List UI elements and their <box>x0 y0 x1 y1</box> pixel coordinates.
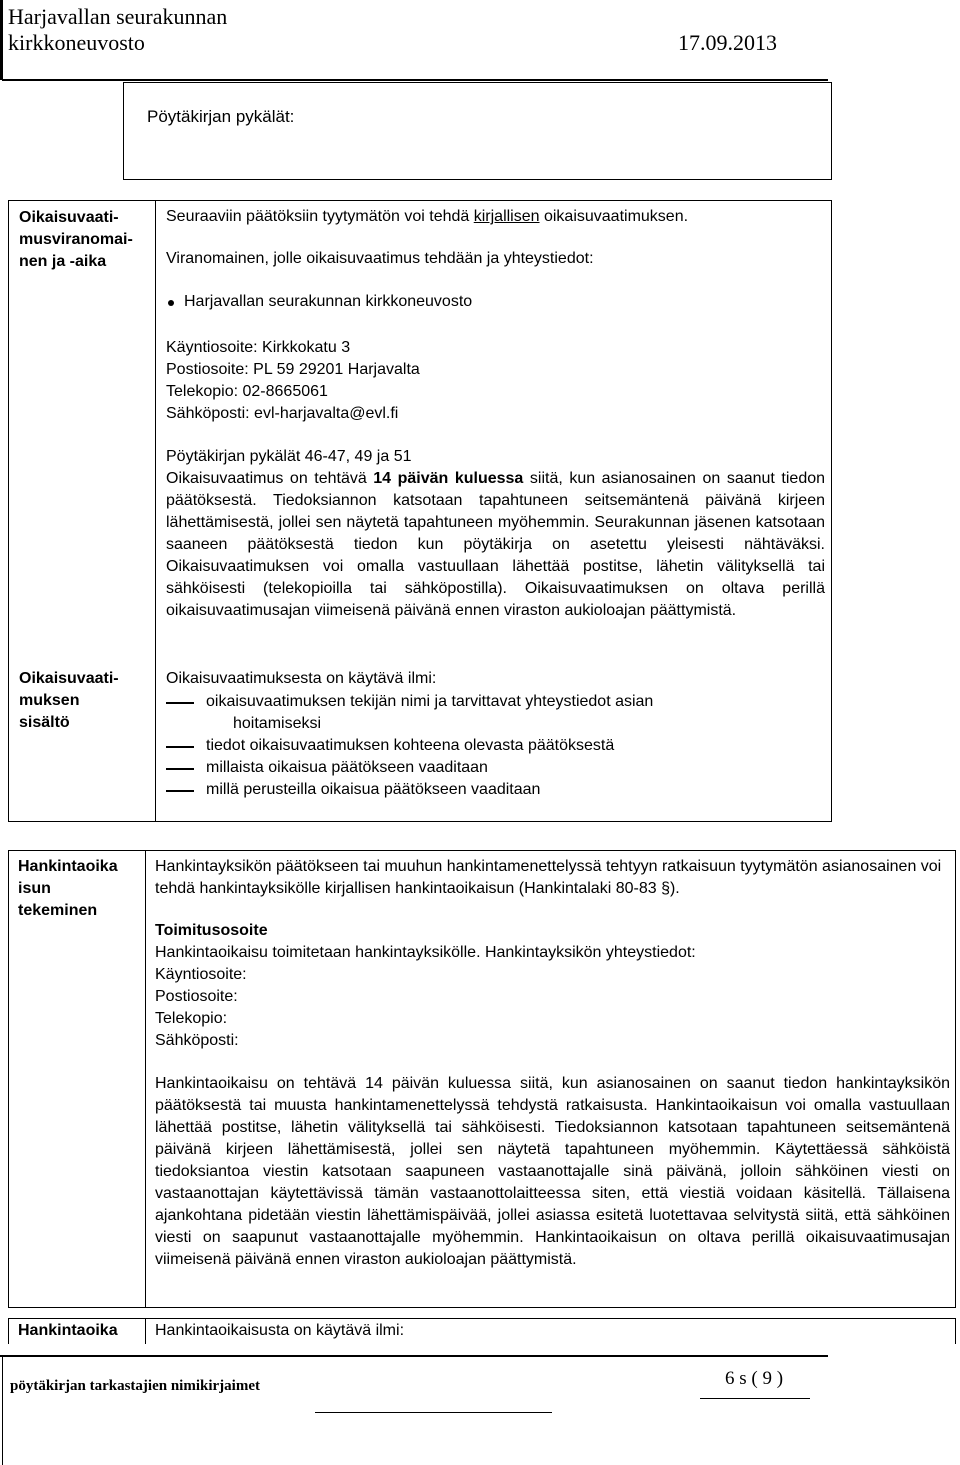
content-item-4: millä perusteilla oikaisua päätökseen vaaditaan <box>206 781 541 798</box>
procurement-contacts: Käyntiosoite: Postiosoite: Telekopio: Sähköposti: <box>155 966 247 1049</box>
procurement-intro: Hankintayksikön päätökseen tai muuhun hankintamenettelyssä tehtyyn ratkaisuun tyytymätön asianosainen voi tehdä hankintayksikölle kirjallisen hankintaoikaisun (Hankintalaki 80-83 §). <box>155 858 942 897</box>
procurement-label: Hankintaoika isun tekeminen <box>18 858 118 919</box>
procurement2-left-rule <box>8 1318 9 1344</box>
procurement2-divider <box>145 1318 146 1344</box>
content-item-2: tiedot oikaisuvaatimuksen kohteena olevasta päätöksestä <box>206 737 615 754</box>
footer-margin-line <box>2 1355 3 1465</box>
procurement-body: Hankintaoikaisu on tehtävä 14 päivän kuluessa siitä, kun asianosainen on saanut tiedon hankintayksikön päätöksestä tai muusta hankintamenettelyssä tehdystä ratkaisusta. Hankintaoikaisun voi omalla vastuullaan lähettää postitse, lähetin välityksellä tai sähköisesti. Tiedoksiannon katsotaan tapahtuneen seitsemäntenä päivänä kirjeen lähettämisestä, jollei sen näytetä tapahtuneen myöhemmin. Käytettäessä sähköistä tiedoksiantoa viestin katsotaan saapuneen vastaanottajalle sinä päivänä, jolloin sähköinen viesti on vastaanottajan käytettävissä tämän vastaanottolaitteessa siten, että viestiä voidaan käsitellä. Tällaisena ajankohtana pidetään viestin lähettämispäivää, jollei asiassa esitetä luotettavaa selvitystä siitä, että sähköinen viesti on saapunut vastaanottajalle myöhemmin. Hankintaoikaisun on oltava perillä oikaisuvaatimusajan viimeisenä päivänä ennen viraston aukioloajan päättymistä. <box>155 1075 950 1268</box>
header-org-line1: Harjavallan seurakunnan <box>8 4 228 29</box>
page-indicator: 6 s ( 9 ) <box>725 1368 784 1389</box>
procurement-table-divider <box>145 850 146 1308</box>
appeal-paragraphs-line: Pöytäkirjan pykälät 46-47, 49 ja 51 <box>166 448 412 465</box>
content-label: Oikaisuvaati- muksen sisältö <box>19 670 119 731</box>
procurement2-text: Hankintaoikaisusta on käytävä ilmi: <box>155 1322 405 1339</box>
content-item-1: oikaisuvaatimuksen tekijän nimi ja tarvittavat yhteystiedot asian <box>206 693 654 710</box>
section-title-box <box>123 82 832 180</box>
content-item-3: millaista oikaisua päätökseen vaaditaan <box>206 759 488 776</box>
procurement2-label: Hankintaoika <box>18 1322 118 1339</box>
appeal-authority-line: Viranomainen, jolle oikaisuvaatimus tehdään ja yhteystiedot: <box>166 250 594 267</box>
signature-line <box>315 1412 552 1413</box>
dash-icon <box>166 768 194 770</box>
content-item-1-continuation: hoitamiseksi <box>233 715 322 732</box>
procurement-delivery-heading: Toimitusosoite <box>155 922 268 939</box>
procurement-delivery-line: Hankintaoikaisu toimitetaan hankintayksikölle. Hankintayksikön yhteystiedot: <box>155 944 696 961</box>
appeal-authority-name: Harjavallan seurakunnan kirkkoneuvosto <box>184 293 473 310</box>
page-indicator-rule <box>700 1398 810 1399</box>
appeal-intro: Seuraaviin päätöksiin tyytymätön voi tehdä kirjallisen oikaisuvaatimuksen. <box>166 208 689 225</box>
footer-signatures-label: pöytäkirjan tarkastajien nimikirjaimet <box>10 1378 260 1394</box>
dash-icon <box>166 702 194 704</box>
appeal-address: Käyntiosoite: Kirkkokatu 3 Postiosoite: PL 59 29201 Harjavalta Telekopio: 02-8665061 Sähköposti: evl-harjavalta@evl.fi <box>166 339 420 422</box>
header-margin-line <box>0 0 3 80</box>
appeal-authority-label: Oikaisuvaati- musviranomai- nen ja -aika <box>19 209 133 270</box>
procurement2-right-rule <box>955 1318 956 1344</box>
content-intro: Oikaisuvaatimuksesta on käytävä ilmi: <box>166 670 437 687</box>
dash-icon <box>166 790 194 792</box>
header-rule <box>2 79 828 81</box>
appeal-deadline-text: Oikaisuvaatimus on tehtävä 14 päivän kuluessa siitä, kun asianosainen on saanut tiedon päätöksestä. Tiedoksiannon katsotaan tapahtuneen seitsemäntenä päivänä kirjeen lähettämisestä, jollei sen näytetä tapahtuneen myöhemmin. Seurakunnan jäsenen katsotaan saaneen päätöksestä tiedon kun pöytäkirja on asetettu yleisesti nähtäväksi. Oikaisuvaatimuksen voi omalla vastuullaan lähettää postitse, lähetin välityksellä tai sähköisesti (telekopioilla tai sähköpostilla). Oikaisuvaatimuksen on oltava perillä oikaisuvaatimusajan viimeisenä päivänä ennen viraston aukioloajan päättymistä. <box>166 470 826 619</box>
bullet-icon <box>168 300 174 306</box>
footer-rule <box>0 1355 828 1357</box>
dash-icon <box>166 746 194 748</box>
procurement2-top-rule <box>8 1318 956 1319</box>
header-date: 17.09.2013 <box>678 30 777 55</box>
section-title: Pöytäkirjan pykälät: <box>147 107 295 126</box>
appeal-table-divider <box>155 200 156 822</box>
header-org-line2: kirkkoneuvosto <box>8 30 145 55</box>
